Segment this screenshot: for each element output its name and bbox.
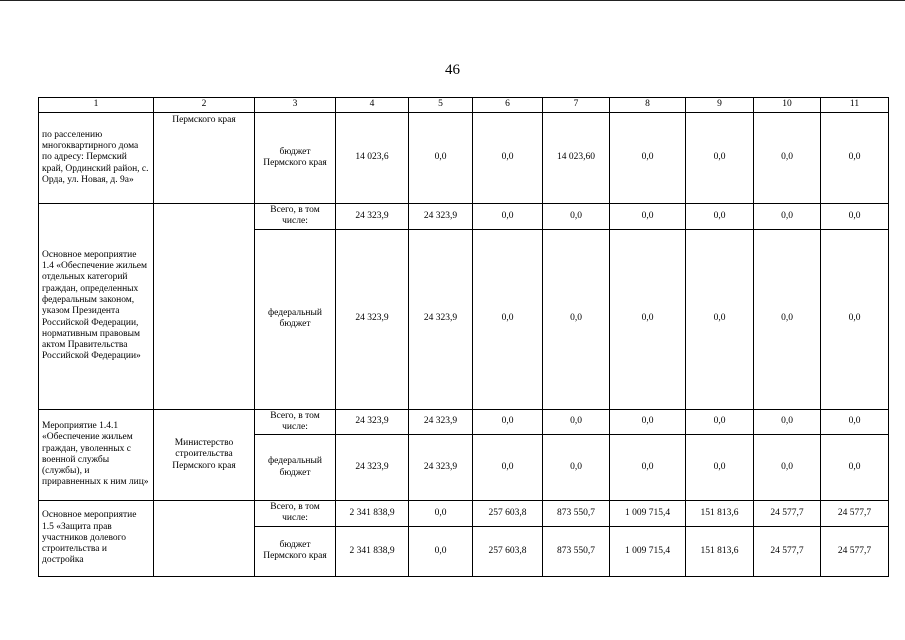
value-cell: 0,0 bbox=[543, 435, 610, 501]
value-cell: 257 603,8 bbox=[473, 526, 543, 576]
value-cell: 14 023,60 bbox=[543, 113, 610, 204]
value-cell: 24 323,9 bbox=[409, 204, 473, 230]
value-cell: 0,0 bbox=[821, 204, 889, 230]
column-header: 3 bbox=[255, 98, 336, 113]
column-header: 9 bbox=[686, 98, 754, 113]
activity-name: Основное мероприятие 1.4 «Обеспечение жильем отдельных категорий граждан, определенных федеральным законом, указом Президента Российской Федерации, нормативным правовым актом Правительства Российской Федерации» bbox=[39, 204, 154, 410]
value-cell: 24 323,9 bbox=[409, 409, 473, 435]
value-cell: 24 577,7 bbox=[821, 526, 889, 576]
value-cell: 0,0 bbox=[754, 435, 821, 501]
executor-cell: Пермского края bbox=[154, 113, 255, 204]
value-cell: 0,0 bbox=[686, 229, 754, 409]
value-cell: 0,0 bbox=[543, 204, 610, 230]
value-cell: 1 009 715,4 bbox=[610, 501, 686, 527]
value-cell: 0,0 bbox=[610, 435, 686, 501]
value-cell: 0,0 bbox=[686, 113, 754, 204]
top-border-line bbox=[0, 0, 905, 1]
activity-name: Мероприятие 1.4.1 «Обеспечение жильем граждан, уволенных с военной службы (службы), и приравненных к ним лиц» bbox=[39, 409, 154, 501]
column-header: 8 bbox=[610, 98, 686, 113]
header-row bbox=[39, 98, 889, 113]
value-cell: 24 323,9 bbox=[336, 229, 409, 409]
value-cell: 0,0 bbox=[409, 526, 473, 576]
funding-source: Всего, в том числе: bbox=[255, 409, 336, 435]
value-cell: 24 323,9 bbox=[336, 409, 409, 435]
value-cell: 0,0 bbox=[543, 409, 610, 435]
executor-cell: Министерство строительства Пермского края bbox=[154, 409, 255, 501]
value-cell: 0,0 bbox=[821, 435, 889, 501]
value-cell: 0,0 bbox=[754, 113, 821, 204]
value-cell: 0,0 bbox=[409, 501, 473, 527]
value-cell: 0,0 bbox=[754, 229, 821, 409]
page-number: 46 bbox=[445, 62, 460, 78]
activity-name: по расселению многоквартирного дома по адресу: Пермский край, Ординский район, с. Орда, ул. Новая, д. 9а» bbox=[39, 113, 154, 204]
column-header: 7 bbox=[543, 98, 610, 113]
value-cell: 0,0 bbox=[610, 229, 686, 409]
value-cell: 0,0 bbox=[473, 229, 543, 409]
executor-cell bbox=[154, 204, 255, 410]
value-cell: 0,0 bbox=[473, 113, 543, 204]
value-cell: 0,0 bbox=[821, 409, 889, 435]
value-cell: 0,0 bbox=[821, 113, 889, 204]
value-cell: 0,0 bbox=[686, 409, 754, 435]
value-cell: 0,0 bbox=[610, 409, 686, 435]
column-header: 5 bbox=[409, 98, 473, 113]
value-cell: 24 323,9 bbox=[409, 435, 473, 501]
funding-source: бюджет Пермского края bbox=[255, 526, 336, 576]
funding-source: федеральный бюджет bbox=[255, 435, 336, 501]
value-cell: 0,0 bbox=[610, 113, 686, 204]
value-cell: 873 550,7 bbox=[543, 526, 610, 576]
value-cell: 151 813,6 bbox=[686, 501, 754, 527]
value-cell: 0,0 bbox=[473, 435, 543, 501]
value-cell: 151 813,6 bbox=[686, 526, 754, 576]
value-cell: 0,0 bbox=[754, 204, 821, 230]
activity-name: Основное мероприятие 1.5 «Защита прав участников долевого строительства и достройка bbox=[39, 501, 154, 577]
funding-source: федеральный бюджет bbox=[255, 229, 336, 409]
value-cell: 873 550,7 bbox=[543, 501, 610, 527]
table-row bbox=[39, 501, 889, 527]
value-cell: 0,0 bbox=[473, 204, 543, 230]
value-cell: 0,0 bbox=[686, 435, 754, 501]
column-header: 4 bbox=[336, 98, 409, 113]
value-cell: 24 577,7 bbox=[754, 501, 821, 527]
value-cell: 0,0 bbox=[821, 229, 889, 409]
value-cell: 2 341 838,9 bbox=[336, 501, 409, 527]
value-cell: 24 577,7 bbox=[754, 526, 821, 576]
value-cell: 24 577,7 bbox=[821, 501, 889, 527]
value-cell: 0,0 bbox=[543, 229, 610, 409]
table-row bbox=[39, 113, 889, 204]
value-cell: 2 341 838,9 bbox=[336, 526, 409, 576]
value-cell: 0,0 bbox=[473, 409, 543, 435]
value-cell: 0,0 bbox=[686, 204, 754, 230]
value-cell: 0,0 bbox=[409, 113, 473, 204]
column-header: 11 bbox=[821, 98, 889, 113]
value-cell: 24 323,9 bbox=[336, 204, 409, 230]
table-row bbox=[39, 204, 889, 230]
funding-source: Всего, в том числе: bbox=[255, 204, 336, 230]
column-header: 1 bbox=[39, 98, 154, 113]
value-cell: 1 009 715,4 bbox=[610, 526, 686, 576]
value-cell: 14 023,6 bbox=[336, 113, 409, 204]
column-header: 10 bbox=[754, 98, 821, 113]
value-cell: 24 323,9 bbox=[336, 435, 409, 501]
value-cell: 257 603,8 bbox=[473, 501, 543, 527]
table-row bbox=[39, 409, 889, 435]
funding-source: Всего, в том числе: bbox=[255, 501, 336, 527]
column-header: 6 bbox=[473, 98, 543, 113]
executor-cell bbox=[154, 501, 255, 577]
value-cell: 0,0 bbox=[754, 409, 821, 435]
funding-table bbox=[38, 97, 889, 577]
value-cell: 24 323,9 bbox=[409, 229, 473, 409]
funding-source: бюджет Пермского края bbox=[255, 113, 336, 204]
column-header: 2 bbox=[154, 98, 255, 113]
value-cell: 0,0 bbox=[610, 204, 686, 230]
